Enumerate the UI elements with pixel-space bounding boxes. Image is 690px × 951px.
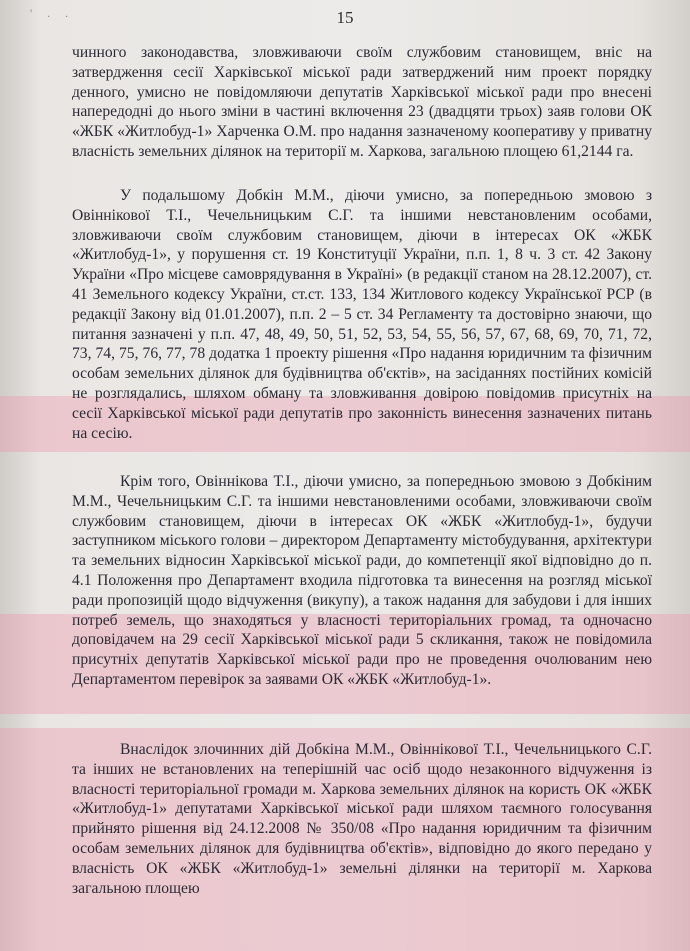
paragraph-continuation: чинного законодавства, зловживаючи своїм службовим становищем, вніс на затвердження сесії Харківської міської ради затверджений ним проект порядку денного, умисно не повідомляючи депутатів Харківської міської ради про внесені напередодні до нього зміни в частині включення 23 (двадцяти трьох) заяв голови ОК «ЖБК «Житлобуд-1» Харченка О.М. про надання зазначеному кооперативу у приватну власність земельних ділянок на території м. Харкова, загальною площею 61,2144 га. xyxy=(72,44,652,160)
paragraph-dobkin: У подальшому Добкін М.М., діючи умисно, за попередньою змовою з Овіннікової Т.І., Чечельницьким С.Г. та іншими невстановленим особами, зловживаючи своїм службовим становищем, діючи в інтересах ОК «ЖБК «Житлобуд-1», у порушення ст. 19 Конституції України, п.п. 1, 8 ч. 3 ст. 42 Закону України «Про місцеве самоврядування в Україні» (в редакції станом на 28.12.2007), ст. 41 Земельного кодексу України, ст.ст. 133, 134 Житлового кодексу Української РСР (в редакції Закону від 01.01.2007), п.п. 2 – 5 ст. 34 Регламенту та достовірно знаючи, що питання зазначені у п.п. 47, 48, 49, 50, 51, 52, 53, 54, 55, 56, 57, 67, 68, 69, 70, 71, 72, 73, 74, 75, 76, 77, 78 додатка 1 проекту рішення «Про надання юридичним та фізичним особам земельних ділянок для будівництва об'єктів», на засіданнях постійних комісій не розглядались, шляхом обману та зловживання довірою повідомив присутніх на сесії Харківської міської ради депутатів про законність винесення зазначених питань на сесію. xyxy=(72,187,652,442)
paragraph-consequences: Внаслідок злочинних дій Добкіна М.М., Овіннікової Т.І., Чечельницького С.Г. та інших не встановлених на теперішній час осіб щодо незаконного відчуження із власності територіальної громади м. Харкова земельних ділянок на користь ОК «ЖБК «Житлобуд-1» депутатами Харківської міської ради шляхом таємного голосування прийнято рішення від 24.12.2008 № 350/08 «Про надання юридичним та фізичним особам земельних ділянок для будівництва об'єктів», відповідно до якого передано у власність ОК «ЖБК «Житлобуд-1» земельні ділянки на території м. Харкова загальною площею xyxy=(72,741,652,897)
page-number: 15 xyxy=(336,8,354,27)
paragraph-ovinnikova: Крім того, Овіннікова Т.І., діючи умисно, за попередньою змовою з Добкіним М.М., Чечельницьким С.Г. та іншими невстановленими особами, зловживаючи своїм службовим становищем, діючи в інтересах ОК «ЖБК «Житлобуд-1», будучи заступником міського голови – директором Департаменту містобудування, архітектури та земельних відносин Харківської міської ради, до компетенції якої відповідно до п. 4.1 Положення про Департамент входила підготовка та винесення на розгляд міської ради пропозицій щодо відчуження (викупу), а також надання для забудови і для інших потреб земель, що знаходяться у власності територіальних громад, та одночасно доповідачем на 29 сесії Харківської міської ради 5 скликання, також не повідомила присутніх депутатів Харківської міської ради про не проведення очолюваним нею Департаментом перевірок за заявами ОК «ЖБК «Житлобуд-1». xyxy=(72,473,652,688)
scan-mark: ' . . xyxy=(30,6,75,20)
